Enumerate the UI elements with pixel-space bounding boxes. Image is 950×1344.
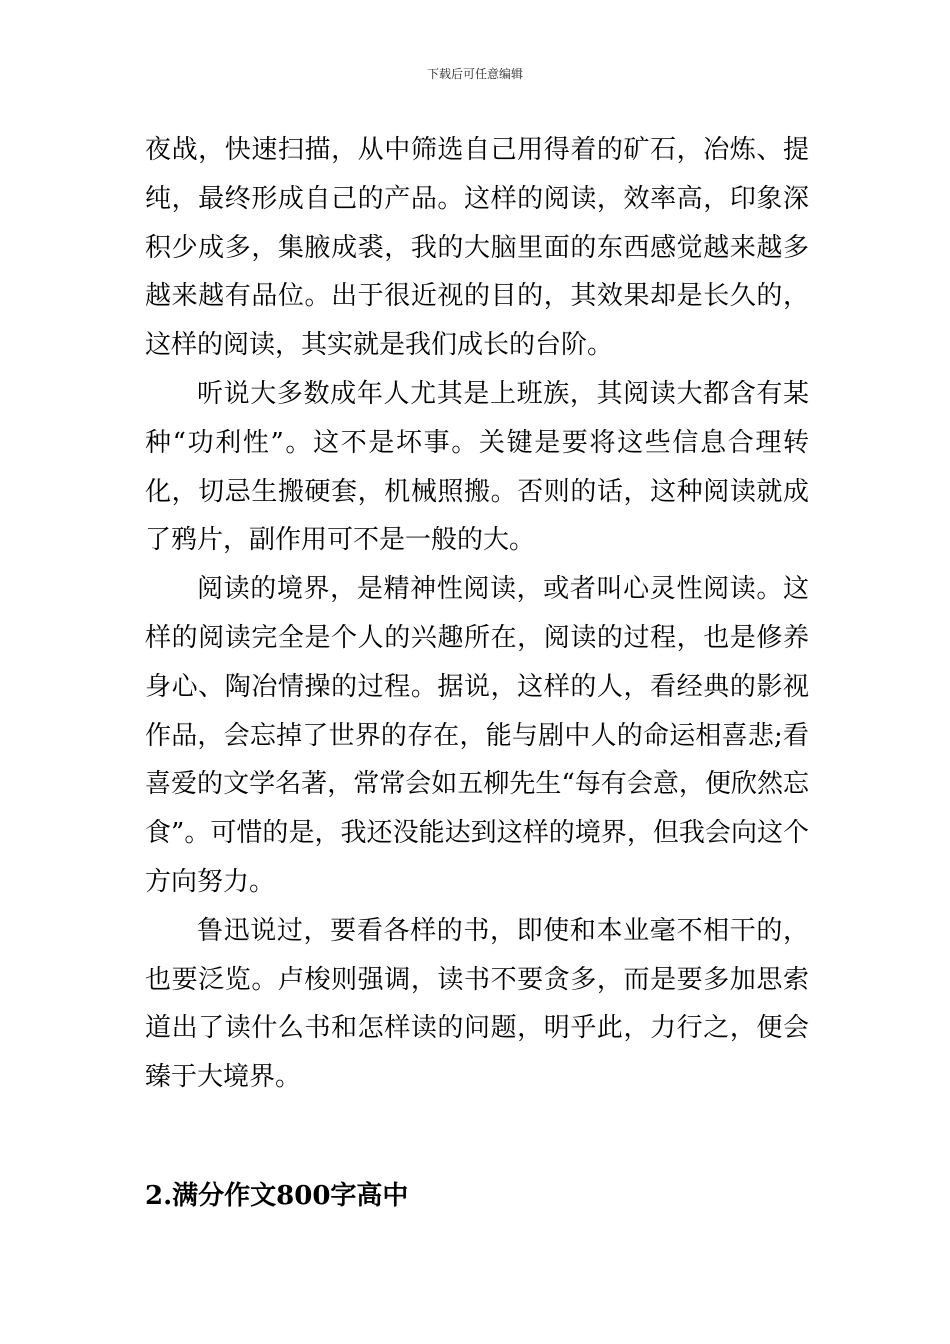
paragraph-4: 鲁迅说过，要看各样的书，即使和本业毫不相干的，也要泛览。卢梭则强调，读书不要贪多，而是要多加思索道出了读什么书和怎样读的问题，明乎此，力行之，便会臻于大境界。 [145,915,809,1093]
paragraph-1: 夜战，快速扫描，从中筛选自己用得着的矿石，冶炼、提纯，最终形成自己的产品。这样的阅读，效率高，印象深积少成多，集腋成裘，我的大脑里面的东西感觉越来越多越来越有品位。出于很近视的目的，其效果却是长久的，这样的阅读，其实就是我们成长的台阶。 [145,135,809,361]
paragraph-3: 阅读的境界，是精神性阅读，或者叫心灵性阅读。这样的阅读完全是个人的兴趣所在，阅读的过程，也是修养身心、陶冶情操的过程。据说，这样的人，看经典的影视作品，会忘掉了世界的存在，能与剧中人的命运相喜悲;看喜爱的文学名著，常常会如五柳先生“每有会意，便欣然忘食”。可惜的是，我还没能达到这样的境界，但我会向这个方向努力。 [145,574,809,897]
document-body [145,126,809,1102]
header-note: 下载后可任意编辑 [426,67,523,81]
paragraph-2: 听说大多数成年人尤其是上班族，其阅读大都含有某种“功利性”。这不是坏事。关键是要将这些信息合理转化，切忌生搬硬套，机械照搬。否则的话，这种阅读就成了鸦片，副作用可不是一般的大。 [145,378,809,556]
section-heading: 2.满分作文800字高中 [145,1181,409,1211]
